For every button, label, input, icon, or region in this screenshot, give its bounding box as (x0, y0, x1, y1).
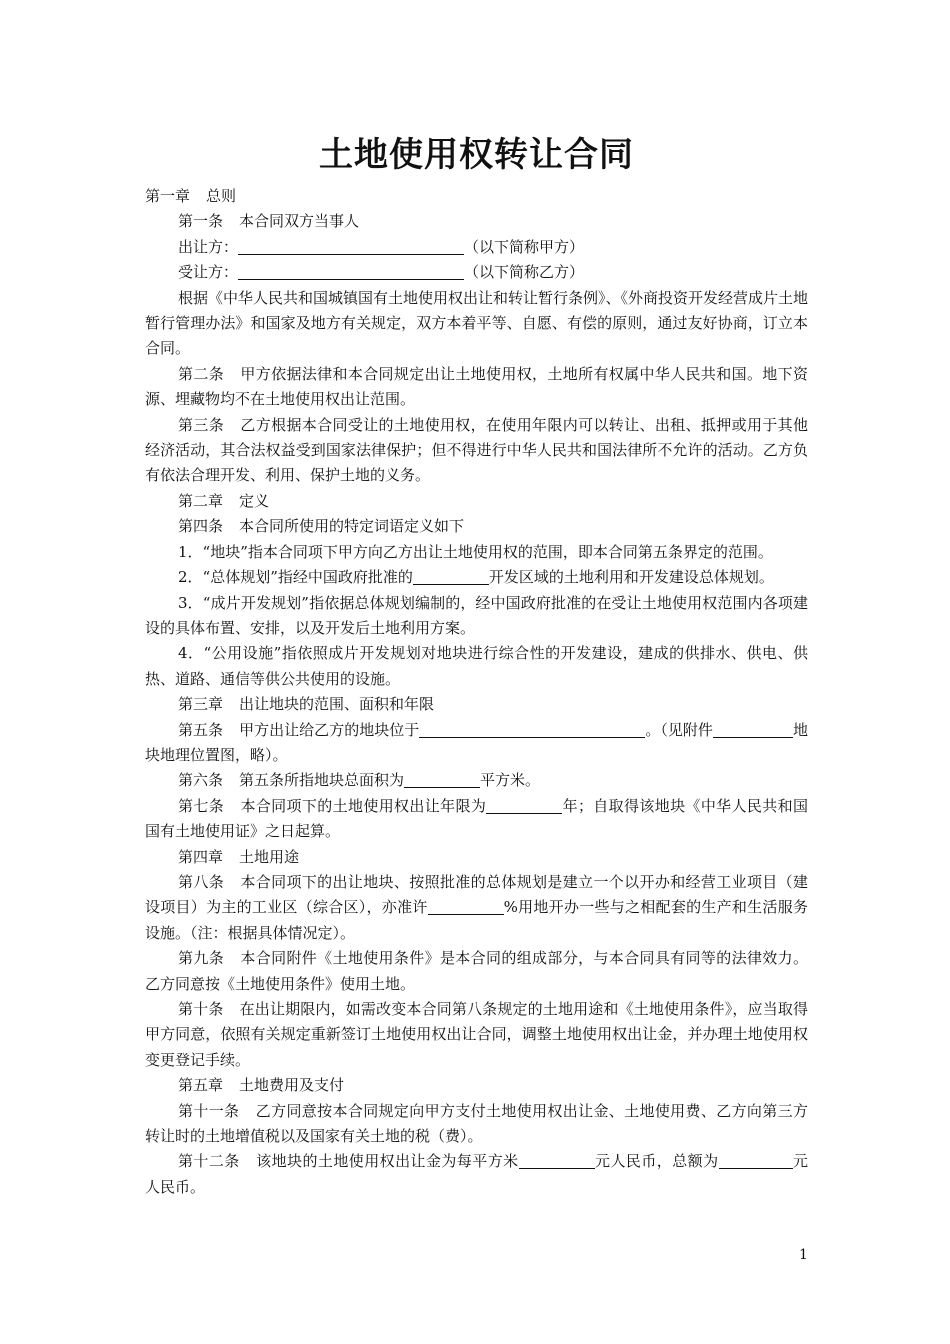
term-blank[interactable] (486, 795, 562, 814)
appendix-blank[interactable] (713, 719, 771, 738)
grantor-blank[interactable] (238, 236, 464, 255)
appendix-blank-cont[interactable] (771, 719, 793, 738)
grantee-suffix: （以下简称乙方） (464, 263, 585, 282)
grantee-blank[interactable] (238, 261, 464, 280)
chapter-name: 定义 (239, 491, 270, 510)
total-blank[interactable] (719, 1150, 767, 1169)
chapter-heading (145, 1073, 808, 1098)
grantee-label: 受让方： (178, 263, 239, 282)
definition-1: 1．“地块”指本合同项下甲方向乙方出让土地使用权的范围，即本合同第五条界定的范围。 (178, 542, 773, 561)
definition-text: 2．“总体规划”指经中国政府批准的 (178, 568, 413, 587)
unit-price-blank[interactable] (519, 1150, 595, 1169)
preamble: 根据《中华人民共和国城镇国有土地使用权出让和转让暂行条例》、《外商投资开发经营成片土地暂行管理办法》和国家及地方有关规定，双方本着平等、自愿、有偿的原则，通过友好协商，订立本合同。 (145, 288, 809, 358)
definition-2 (145, 565, 808, 590)
article-6 (145, 768, 808, 793)
chapter-number: 第四章 (178, 847, 224, 866)
article-number: 第六条 (178, 771, 224, 790)
article-3 (145, 413, 808, 489)
total-blank-cont[interactable] (767, 1150, 793, 1169)
article-5 (145, 718, 808, 769)
article-number: 第九条 (178, 949, 225, 968)
article-2 (145, 362, 808, 413)
article-text: 甲方依据法律和本合同规定出让土地使用权，土地所有权属中华人民共和国。地下资源、埋藏物均不在土地使用权出让范围。 (145, 364, 808, 409)
article-number: 第十二条 (178, 1152, 240, 1171)
definition-text: 开发区域的土地利用和开发建设总体规划。 (488, 568, 774, 587)
grantor-line (145, 235, 808, 260)
grantee-line (145, 260, 808, 285)
article-number: 第三条 (178, 415, 225, 434)
article-9 (145, 946, 808, 997)
page-number: 1 (799, 1247, 808, 1263)
article-text: 平方米。 (480, 771, 541, 790)
chapter-number: 第二章 (178, 491, 224, 510)
article-10 (145, 997, 808, 1073)
article-4 (145, 514, 808, 539)
chapter-name: 总则 (206, 187, 237, 205)
article-text: 。（见附件 (645, 720, 713, 739)
article-number: 第五条 (178, 720, 224, 739)
article-text: 年；自取得该地块《中华人民共和国国有土地使用证》之日起算。 (145, 796, 808, 841)
document-page (145, 120, 808, 1200)
document-body (145, 184, 808, 1200)
article-text: 地块地理位置图，略）。 (145, 720, 808, 764)
chapter-number: 第一章 (145, 187, 191, 205)
chapter-name: 出让地块的范围、面积和年限 (239, 695, 435, 714)
percent-blank[interactable] (428, 896, 504, 915)
article-number: 第七条 (178, 796, 225, 815)
article-text: 第五条所指地块总面积为 (239, 771, 405, 790)
article-text: 本合同附件《土地使用条件》是本合同的组成部分，与本合同具有同等的法律效力。乙方同意按《土地使用条件》使用土地。 (145, 949, 808, 993)
article-7 (145, 794, 808, 845)
article-text: 元人民币。 (145, 1152, 808, 1196)
document-title: 土地使用权转让合同 (319, 135, 634, 175)
article-text: 本合同双方当事人 (239, 212, 360, 231)
article-number: 第十一条 (178, 1101, 240, 1120)
chapter-number: 第三章 (178, 695, 224, 714)
grantor-suffix: （以下简称甲方） (464, 237, 585, 256)
article-1 (145, 209, 808, 234)
article-text: 甲方出让给乙方的地块位于 (239, 720, 420, 739)
article-number: 第十条 (178, 1000, 224, 1018)
article-text: 本合同项下的土地使用权出让年限为 (240, 796, 487, 815)
location-blank[interactable] (419, 719, 645, 738)
article-number: 第二条 (178, 364, 225, 383)
chapter-heading (145, 845, 808, 870)
chapter-number: 第五章 (178, 1076, 224, 1095)
article-text: 本合同所使用的特定词语定义如下 (239, 517, 465, 536)
grantor-label: 出让方： (178, 237, 239, 256)
definition-3: 3．“成片开发规划”指依据总体规划编制的，经中国政府批准的在受让土地使用权范围内各项建设的具体布置、安排，以及开发后土地利用方案。 (145, 593, 808, 637)
article-8 (145, 870, 808, 946)
chapter-heading (145, 692, 808, 717)
article-text: 本合同项下的出让地块、按照批准的总体规划是建立一个以开办和经营工业项目（建设项目）为主的工业区（综合区），亦准许 (145, 872, 808, 917)
article-text: 该地块的土地使用权出让金为每平方米 (255, 1152, 519, 1171)
article-number: 第一条 (178, 212, 224, 231)
chapter-name: 土地费用及支付 (239, 1076, 345, 1095)
article-text: 在出让期限内，如需改变本合同第八条规定的土地用途和《土地使用条件》，应当取得甲方同意，依照有关规定重新签订土地使用权出让合同，调整土地使用权出让金，并办理土地使用权变更登记手续。 (145, 1000, 808, 1069)
region-blank[interactable] (413, 566, 489, 585)
article-12 (145, 1149, 808, 1200)
article-text: 乙方根据本合同受让的土地使用权，在使用年限内可以转让、出租、抵押或用于其他经济活动，其合法权益受到国家法律保护；但不得进行中华人民共和国法律所不允许的活动。乙方负有依法合理开发、利用、保护土地的义务。 (145, 415, 808, 485)
chapter-name: 土地用途 (239, 847, 300, 866)
article-number: 第四条 (178, 517, 224, 536)
article-text: 元人民币，总额为 (594, 1152, 719, 1171)
article-11 (145, 1099, 808, 1150)
area-blank[interactable] (404, 769, 480, 788)
article-text: 乙方同意按本合同规定向甲方支付土地使用权出让金、土地使用费、乙方向第三方转让时的土地增值税以及国家有关土地的税（费）。 (145, 1101, 808, 1146)
article-number: 第八条 (178, 872, 225, 891)
definition-4: 4．“公用设施”指依照成片开发规划对地块进行综合性的开发建设，建成的供排水、供电、供热、道路、通信等供公共使用的设施。 (145, 644, 808, 688)
chapter-heading (145, 489, 808, 514)
article-text: %用地开办一些与之相配套的生产和生活服务设施。（注：根据具体情况定）。 (145, 898, 808, 942)
chapter-heading (145, 184, 808, 209)
